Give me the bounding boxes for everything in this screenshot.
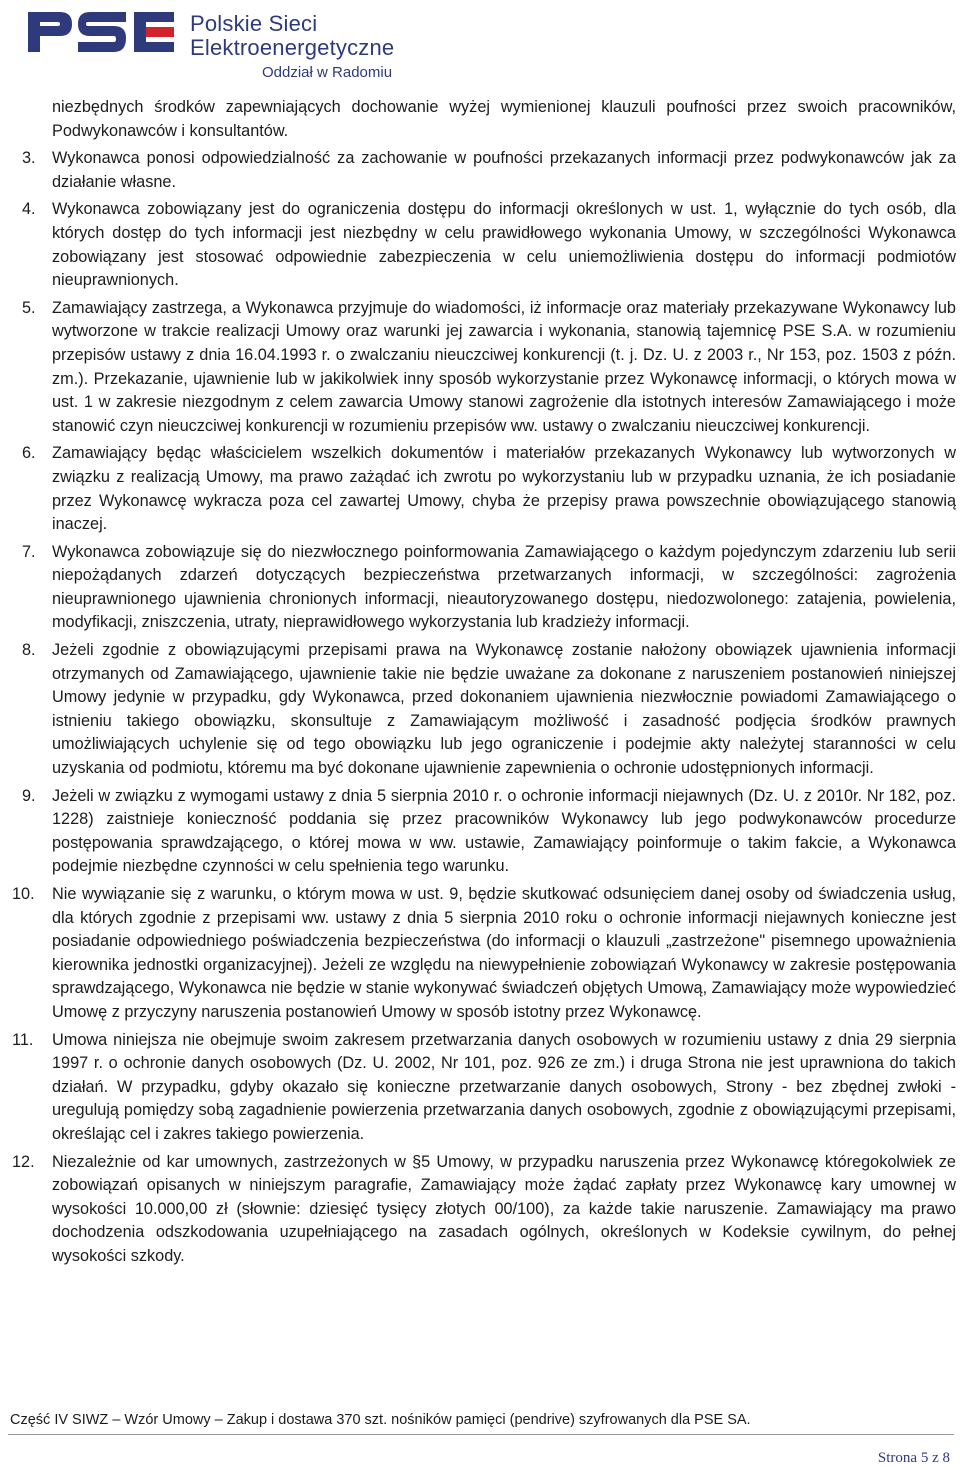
list-item-number: 11. [12, 1030, 34, 1049]
list-item-text: Niezależnie od kar umownych, zastrzeżonych w §5 Umowy, w przypadku naruszenia przez Wykonawcę któregokolwiek ze zobowiązań opisanych w niniejszym paragrafie, Zamawiający może żądać zapłaty przez Wykonawcę kary umownej w wysokości 10.000,00 zł (słownie: dziesięć tysięcy złotych 00/100), za każde takie naruszenie. Zamawiający ma prawo dochodzenia odszkodowania uzupełniającego na zasadach ogólnych, określonych w Kodeksie cywilnym, do pełnej wysokości szkody. [52, 1152, 956, 1265]
page-number [878, 1450, 950, 1467]
list-item-number: 12. [12, 1152, 35, 1171]
list-item [22, 147, 956, 194]
footer-divider [8, 1434, 954, 1435]
list-item [22, 297, 956, 439]
list-item-number: 3. [22, 149, 36, 168]
list-item-text: Jeżeli w związku z wymogami ustawy z dnia 5 sierpnia 2010 r. o ochronie informacji niejawnych (Dz. U. z 2010r. Nr 182, poz. 1228) zaistnieje konieczność poddania się przez pracowników Wykonawcy lub jego podwykonawców procedurze postępowania sprawdzającego, o której mowa w ww. ustawie, Zamawiający poinformuje o takim fakcie, a Wykonawca podejmie niezbędne czynności w celu spełnienia tego warunku. [52, 786, 956, 876]
company-logo [26, 8, 426, 82]
page-current: 5 [920, 1450, 929, 1466]
branch-name: Oddział w Radomiu [262, 64, 393, 81]
page-total: 8 [942, 1450, 950, 1466]
document-body [12, 96, 956, 1273]
list-item [22, 785, 956, 879]
list-item [12, 1029, 956, 1147]
intro-paragraph: niezbędnych środków zapewniających dochowanie wyżej wymienionej klauzuli poufności przez swoich pracowników, Podwykonawców i konsultantów. [52, 98, 956, 140]
list-item-number: 4. [22, 200, 36, 219]
list-item-number: 8. [22, 641, 36, 660]
company-name-line2: Elektroenergetyczne [190, 35, 395, 60]
list-item-text: Umowa niniejsza nie obejmuje swoim zakresem przetwarzania danych osobowych w rozumieniu ustawy z dnia 29 sierpnia 1997 r. o ochronie danych osobowych (Dz. U. 2002, Nr 101, poz. 926 ze zm.) i druga Strona nie jest uprawniona do takich działań. W przypadku, gdyby okazało się konieczne przetwarzanie danych osobowych, Strony - bez zbędnej zwłoki - uregulują pomiędzy sobą zagadnienie powierzenia przetwarzania danych osobowych, zgodnie z obowiązującymi przepisami, określając cel i zakres takiego powierzenia. [52, 1030, 956, 1143]
list-item-text: Nie wywiązanie się z warunku, o którym mowa w ust. 9, będzie skutkować odsunięciem danej osoby od świadczenia usług, dla których zgodnie z przepisami ww. ustawy z dnia 5 sierpnia 2010 roku o ochronie informacji niejawnych konieczne jest posiadanie odpowiedniego poświadczenia bezpieczeństwa (do informacji o klauzuli „zastrzeżone" pisemnego upoważnienia kierownika jednostki organizacyjnej). Jeżeli ze względu na niewypełnienie zobowiązań Wykonawcy w zakresie postępowania sprawdzającego, Wykonawca nie będzie w stanie wykonywać świadczeń objętych Umową, Zamawiający może wypowiedzieć Umowę z przyczyny naruszenia postanowień Umowy w sposób istotny przez Wykonawcę. [52, 885, 956, 1021]
list-item-text: Zamawiający będąc właścicielem wszelkich dokumentów i materiałów przekazanych Wykonawcy lub wytworzonych w związku z realizacją Umowy, ma prawo zażądać ich zwrotu po wykorzystaniu lub w przypadku uznania, że ich posiadanie przez Wykonawcę wykracza poza cel zawartej Umowy, chyba że przepisy prawa powszechnie obowiązującego stanowią inaczej. [52, 444, 956, 534]
list-item [22, 639, 956, 781]
list-item [22, 198, 956, 292]
list-item-text: Wykonawca zobowiązuje się do niezwłocznego poinformowania Zamawiającego o każdym pojedynczym zdarzeniu lub serii niepożądanych zdarzeń dotyczących bezpieczeństwa przetwarzanych informacji, w szczególności: zagrożenia nieuprawnionego ujawnienia chronionych informacji, nieautoryzowanego dostępu, niedozwolonego: zatajenia, powielenia, modyfikacji, zniszczenia, utraty, nieprawidłowego wykorzystania lub kradzieży informacji. [52, 542, 956, 632]
list-item-number: 6. [22, 444, 36, 463]
pse-logo-mark [26, 8, 176, 58]
list-item-number: 9. [22, 786, 36, 805]
list-item [12, 883, 956, 1025]
list-item-text: Wykonawca ponosi odpowiedzialność za zachowanie w poufności przekazanych informacji przez podwykonawców jak za działanie własne. [52, 149, 956, 191]
list-item [12, 1151, 956, 1269]
page-label: Strona [877, 1450, 918, 1466]
list-item [22, 442, 956, 536]
list-item-text: Wykonawca zobowiązany jest do ograniczenia dostępu do informacji określonych w ust. 1, wyłącznie do tych osób, dla których dostęp do tych informacji jest niezbędny w celu prawidłowego wykonania Umowy, w szczególności Wykonawca zobowiązany jest stosować odpowiednie zabezpieczenia w celu uniemożliwienia dostępu do informacji podmiotów nieuprawnionych. [52, 200, 956, 290]
list-item-number: 5. [22, 298, 36, 317]
list-item [22, 541, 956, 635]
numbered-list [12, 147, 956, 1268]
page-sep: z [932, 1450, 939, 1466]
company-name-line1: Polskie Sieci [190, 11, 318, 36]
list-item-text: Zamawiający zastrzega, a Wykonawca przyjmuje do wiadomości, iż informacje oraz materiały przekazywane Wykonawcy lub wytworzone w trakcie realizacji Umowy oraz warunki jej zawarcia i wykonania, stanowią tajemnicę PSE S.A. w rozumieniu przepisów ustawy z dnia 16.04.1993 r. o zwalczaniu nieuczciwej konkurencji (t. j. Dz. U. z 2003 r., Nr 153, poz. 1503 z późn. zm.). Przekazanie, ujawnienie lub w jakikolwiek inny sposób wykorzystanie przez Wykonawcę informacji, o których mowa w ust. 1 w zakresie niezgodnym z celem zawarcia Umowy stanowi zagrożenie dla istotnych interesów Zamawiającego i może stanowić czyn nieuczciwej konkurencji w rozumieniu przepisów ww. ustawy o zwalczaniu nieuczciwej konkurencji. [52, 298, 956, 435]
list-item-number: 10. [12, 885, 35, 903]
footer-text: Część IV SIWZ – Wzór Umowy – Zakup i dostawa 370 szt. nośników pamięci (pendrive) szyfrowanych dla PSE SA. [10, 1412, 751, 1428]
list-item-text: Jeżeli zgodnie z obowiązującymi przepisami prawa na Wykonawcę zostanie nałożony obowiązek ujawnienia informacji otrzymanych od Zamawiającego, ujawnienie takie nie będzie uważane za dokonane z naruszeniem postanowień niniejszej Umowy jedynie w przypadku, gdy Wykonawca, przed dokonaniem ujawnienia niezwłocznie powiadomi Zamawiającego o istnieniu takiego obowiązku, skonsultuje z Zamawiającym możliwość i zasadność podjęcia środków prawnych umożliwiających uchylenie się od tego obowiązku lub jego ograniczenie i podejmie akty należytej staranności w celu uzyskania od podmiotu, któremu ma być dokonane ujawnienie zapewnienia o ochronie udostępnionych informacji. [52, 641, 956, 778]
list-item-number: 7. [22, 542, 36, 561]
